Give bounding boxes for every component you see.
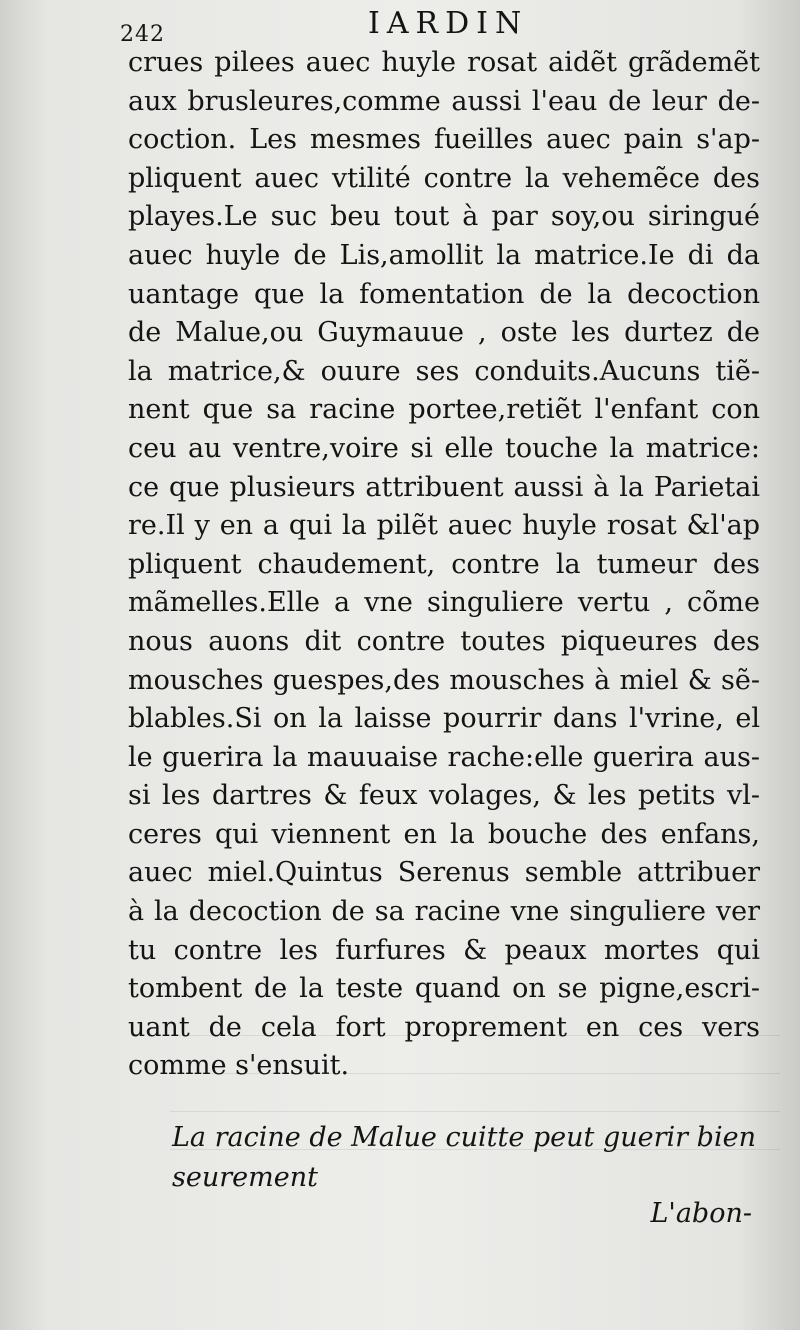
- page-number: 242: [120, 22, 165, 47]
- text-line: nous auons dit contre toutes piqueures des: [128, 625, 760, 657]
- verse-line: seurement: [172, 1162, 318, 1193]
- body-paragraph: [128, 44, 760, 1086]
- text-line: mãmelles.Elle a vne singuliere vertu , cõme: [128, 587, 760, 619]
- text-line: tombent de la teste quand on se pigne,escri-: [128, 973, 760, 1005]
- running-head: IARDIN: [368, 6, 529, 41]
- text-line: uantage que la fomentation de la decoction: [128, 278, 760, 310]
- catchword: L'abon-: [650, 1198, 752, 1229]
- text-line: la matrice,& ouure ses conduits.Aucuns tiẽ-: [128, 355, 760, 387]
- text-line: nent que sa racine portee,retiẽt l'enfant con: [128, 394, 760, 426]
- text-line: à la decoction de sa racine vne singuliere ver: [128, 896, 760, 928]
- text-line: re.Il y en a qui la pilẽt auec huyle rosat &l'ap: [128, 510, 760, 542]
- text-line: coction. Les mesmes fueilles auec pain s'ap-: [128, 124, 760, 156]
- text-line: blables.Si on la laisse pourrir dans l'vrine, el: [128, 703, 760, 735]
- text-line: de Malue,ou Guymauue , oste les durtez de: [128, 317, 760, 349]
- text-line: playes.Le suc beu tout à par soy,ou siringué: [128, 201, 760, 233]
- verse-line: La racine de Malue cuitte peut guerir bien: [172, 1122, 756, 1153]
- text-line: pliquent chaudement, contre la tumeur des: [128, 548, 760, 580]
- text-line: uant de cela fort proprement en ces vers: [128, 1011, 760, 1043]
- text-line: ce que plusieurs attribuent aussi à la Parietai: [128, 471, 760, 503]
- text-line: crues pilees auec huyle rosat aidẽt grãdemẽt: [128, 47, 760, 78]
- verse-quotation: [172, 1118, 762, 1198]
- page-header: [0, 4, 800, 48]
- text-line: comme s'ensuit.: [128, 1050, 350, 1082]
- text-line: ceres qui viennent en la bouche des enfans,: [128, 818, 760, 850]
- text-line: auec miel.Quintus Serenus semble attribuer: [128, 857, 760, 889]
- text-line: si les dartres & feux volages, & les petits vl-: [128, 780, 760, 812]
- text-line: auec huyle de Lis,amollit la matrice.Ie di da: [128, 239, 760, 271]
- text-line: mousches guespes,des mousches à miel & sẽ-: [128, 664, 760, 696]
- text-line: aux brusleures,comme aussi l'eau de leur de-: [128, 85, 760, 117]
- text-line: pliquent auec vtilité contre la vehemẽce des: [128, 162, 760, 194]
- text-line: tu contre les furfures & peaux mortes qui: [128, 934, 760, 966]
- text-line: ceu au ventre,voire si elle touche la matrice:: [128, 432, 760, 464]
- text-line: le guerira la mauuaise rache:elle guerira aus-: [128, 741, 760, 773]
